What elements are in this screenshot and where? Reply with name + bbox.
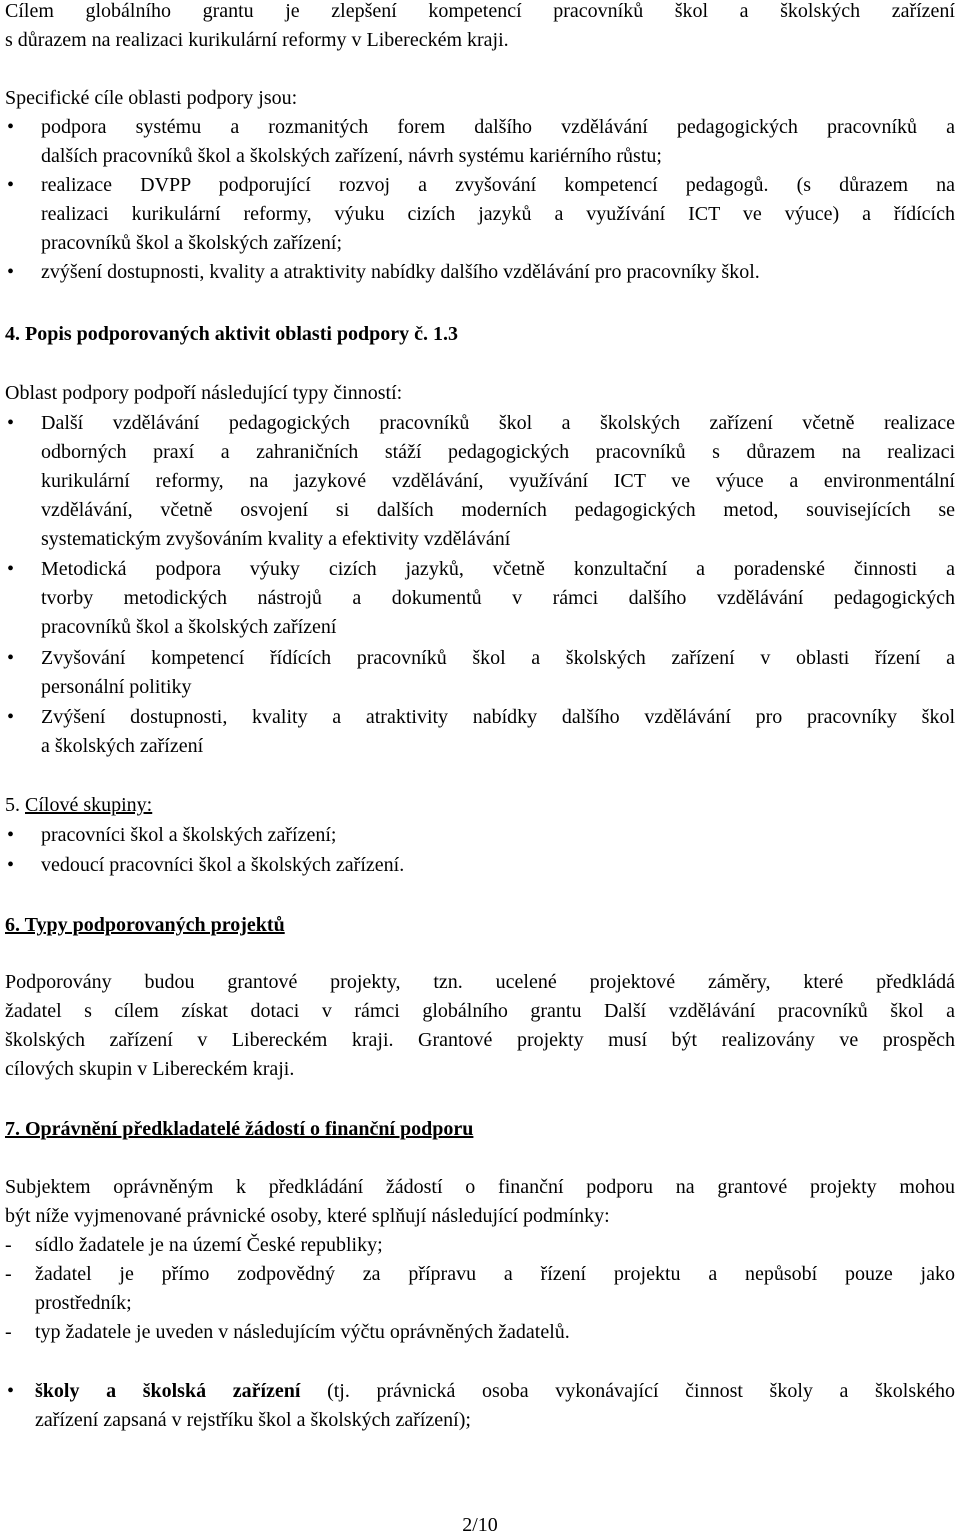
condition-item-cont: prostředník;	[35, 1292, 132, 1314]
list-item-cont: vzdělávání, včetně osvojení si dalších moderních pedagogických metod, souvisejících se	[41, 499, 955, 521]
section-6-text: Podporovány budou grantové projekty, tzn. ucelené projektové záměry, které předkládá	[5, 971, 955, 993]
section-6-heading: 6. Typy podporovaných projektů	[5, 914, 285, 936]
list-item-cont: realizaci kurikulární reformy, výuku cizích jazyků a využívání ICT ve výuce) a řídících	[41, 203, 955, 225]
list-item: • pracovníci škol a školských zařízení;	[5, 822, 955, 848]
section-6-text: školských zařízení v Libereckém kraji. Grantové projekty musí být realizovány ve prospěch	[5, 1029, 955, 1051]
list-item: • realizace DVPP podporující rozvoj a zvyšování kompetencí pedagogů. (s důrazem na	[5, 172, 955, 198]
list-item: • Zvyšování kompetencí řídících pracovníků škol a školských zařízení v oblasti řízení a	[5, 645, 955, 671]
section-5-heading	[5, 792, 955, 818]
section-5-number: 5.	[5, 794, 25, 816]
section-5-title: Cílové skupiny:	[25, 794, 153, 816]
section-4-heading: 4. Popis podporovaných aktivit oblasti podpory č. 1.3	[5, 323, 459, 345]
list-item: • podpora systému a rozmanitých forem dalšího vzdělávání pedagogických pracovníků a	[5, 114, 955, 140]
list-item-cont: tvorby metodických nástrojů a dokumentů v rámci dalšího vzdělávání pedagogických	[41, 587, 955, 609]
list-item: • vedoucí pracovníci škol a školských zařízení.	[5, 852, 955, 878]
list-item-cont: systematickým zvyšováním kvality a efektivity vzdělávání	[41, 528, 511, 550]
eligible-applicant-item	[5, 1378, 955, 1404]
section-6-text: cílových skupin v Libereckém kraji.	[5, 1058, 295, 1080]
section-7-heading: 7. Oprávnění předkladatelé žádostí o finanční podporu	[5, 1118, 474, 1140]
list-item-cont: odborných praxí a zahraničních stáží pedagogických pracovníků s důrazem na realizaci	[41, 441, 955, 463]
list-item-cont: pracovníků škol a školských zařízení	[41, 616, 337, 638]
list-item-cont: personální politiky	[41, 676, 192, 698]
list-item: • zvýšení dostupnosti, kvality a atraktivity nabídky dalšího vzdělávání pro pracovníky škol.	[5, 259, 955, 285]
list-item: • Další vzdělávání pedagogických pracovníků škol a školských zařízení včetně realizace	[5, 410, 955, 436]
section-7-text: Subjektem oprávněným k předkládání žádostí o finanční podporu na grantové projekty mohou	[5, 1176, 955, 1198]
eligible-applicant-type: školy a školská zařízení	[35, 1380, 301, 1402]
list-item-cont: pracovníků škol a školských zařízení;	[41, 232, 343, 254]
section-4-intro: Oblast podpory podpoří následující typy činností:	[5, 382, 403, 404]
section-7-text: být níže vyjmenované právnické osoby, které splňují následující podmínky:	[5, 1205, 610, 1227]
goal-text: Cílem globálního grantu je zlepšení kompetencí pracovníků škol a školských zařízení	[5, 0, 955, 22]
specific-goals-intro: Specifické cíle oblasti podpory jsou:	[5, 87, 298, 109]
list-item-cont: kurikulární reformy, na jazykové vzdělávání, využívání ICT ve výuce a environmentální	[41, 470, 955, 492]
eligible-applicant-desc: (tj. právnická osoba vykonávající činnost školy a školského	[300, 1380, 956, 1402]
list-item-cont: dalších pracovníků škol a školských zařízení, návrh systému kariérního růstu;	[41, 145, 662, 167]
eligible-applicant-cont: zařízení zapsaná v rejstříku škol a školských zařízení);	[35, 1409, 471, 1431]
condition-item: - žadatel je přímo zodpovědný za přípravu a řízení projektu a nepůsobí pouze jako	[5, 1261, 955, 1287]
page-number: 2/10	[462, 1514, 498, 1536]
list-item: • Zvýšení dostupnosti, kvality a atraktivity nabídky dalšího vzdělávání pro pracovníky škol	[5, 704, 955, 730]
list-item-cont: a školských zařízení	[41, 735, 204, 757]
condition-item: - typ žadatele je uveden v následujícím výčtu oprávněných žadatelů.	[5, 1319, 955, 1345]
list-item: • Metodická podpora výuky cizích jazyků, včetně konzultační a poradenské činnosti a	[5, 556, 955, 582]
condition-item: - sídlo žadatele je na území České republiky;	[5, 1232, 955, 1258]
section-6-text: žadatel s cílem získat dotaci v rámci globálního grantu Další vzdělávání pracovníků škol a	[5, 1000, 955, 1022]
goal-text: s důrazem na realizaci kurikulární reformy v Libereckém kraji.	[5, 29, 509, 51]
